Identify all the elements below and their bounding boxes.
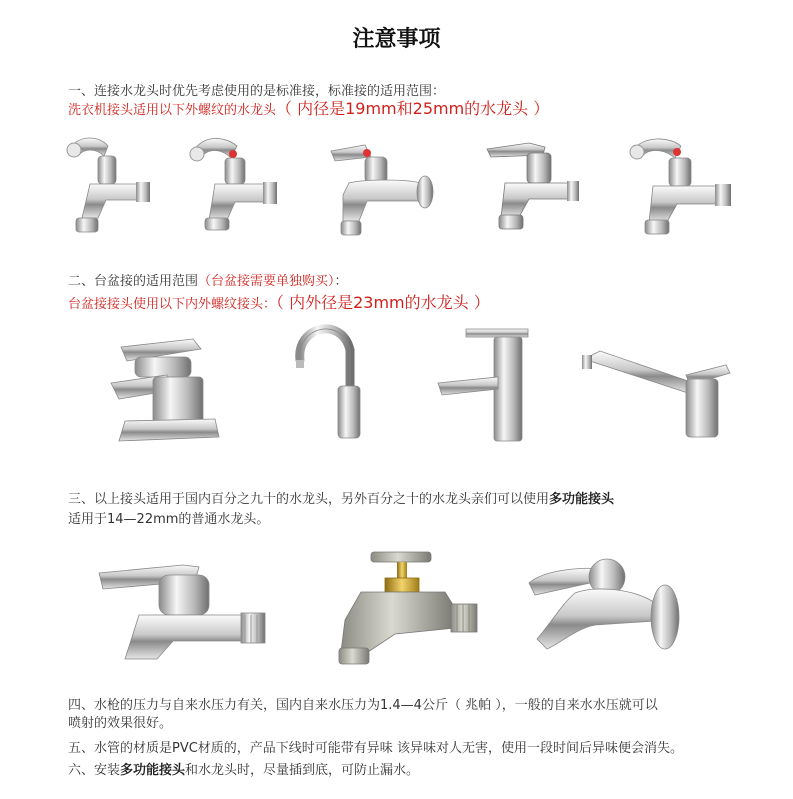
section2-line1: [68, 270, 348, 289]
note-4-line1: 四、水枪的压力与自来水压力有关，国内自来水压力为1.4—4公斤（ 兆帕 ），一般的自来水水压就可以: [68, 698, 658, 713]
section3-line1: [68, 488, 614, 507]
section3-line1-b: 多功能接头: [549, 492, 615, 507]
note-4-line2: 喷射的效果很好。: [68, 716, 173, 731]
page-title: 注意事项: [352, 27, 441, 52]
basin-faucet-image-4: [578, 345, 738, 440]
note-6-a: 六、安装: [68, 763, 121, 778]
basin-faucet-image-2: [288, 320, 373, 442]
faucet-image-1: [60, 128, 160, 238]
section2-line2: [68, 290, 490, 313]
section3-line1-a: 三、以上接头适用于国内百分之九十的水龙头，另外百分之十的水龙头亲们可以使用: [68, 492, 550, 507]
faucet-image-6: [95, 555, 270, 670]
faucet-image-2: [185, 130, 285, 238]
faucet-image-7: [325, 548, 480, 668]
note-6: [68, 759, 419, 778]
section1-line2: [68, 96, 549, 119]
section2-line1-a: 二、台盆接的适用范围: [68, 274, 199, 289]
basin-faucet-image-3: [432, 325, 542, 447]
section3-line2: 适用于14—22mm的普通水龙头。: [68, 512, 270, 527]
faucet-image-3: [325, 135, 437, 240]
basin-faucet-image-1: [105, 325, 225, 447]
note-6-b: 多功能接头: [120, 763, 186, 778]
section2-line2-a: 台盆接接头使用以下内外螺纹接头：: [68, 297, 277, 312]
section1-line2-a: 洗衣机接头适用以下外螺纹的水龙头: [68, 103, 277, 118]
section2-line2-b: （ 内外径是23mm的水龙头 ）: [276, 293, 490, 312]
section2-line1-c: ：: [334, 274, 348, 289]
faucet-image-5: [625, 130, 737, 238]
section1-line2-b: （ 内径是19mm和25mm的水龙头 ）: [276, 99, 550, 118]
section1-line1: 一、连接水龙头时优先考虑使用的是标准接，标准接的适用范围：: [68, 84, 446, 99]
section2-line1-b: （台盆接需要单独购买）: [198, 274, 335, 289]
faucet-image-4: [485, 135, 585, 235]
faucet-image-8: [525, 555, 690, 665]
note-5: 五、水管的材质是PVC材质的，产品下线时可能带有异味 该异味对人无害，使用一段时间后异味便会消失。: [68, 741, 683, 756]
note-6-c: 和水龙头时，尽量插到底，可防止漏水。: [185, 763, 420, 778]
